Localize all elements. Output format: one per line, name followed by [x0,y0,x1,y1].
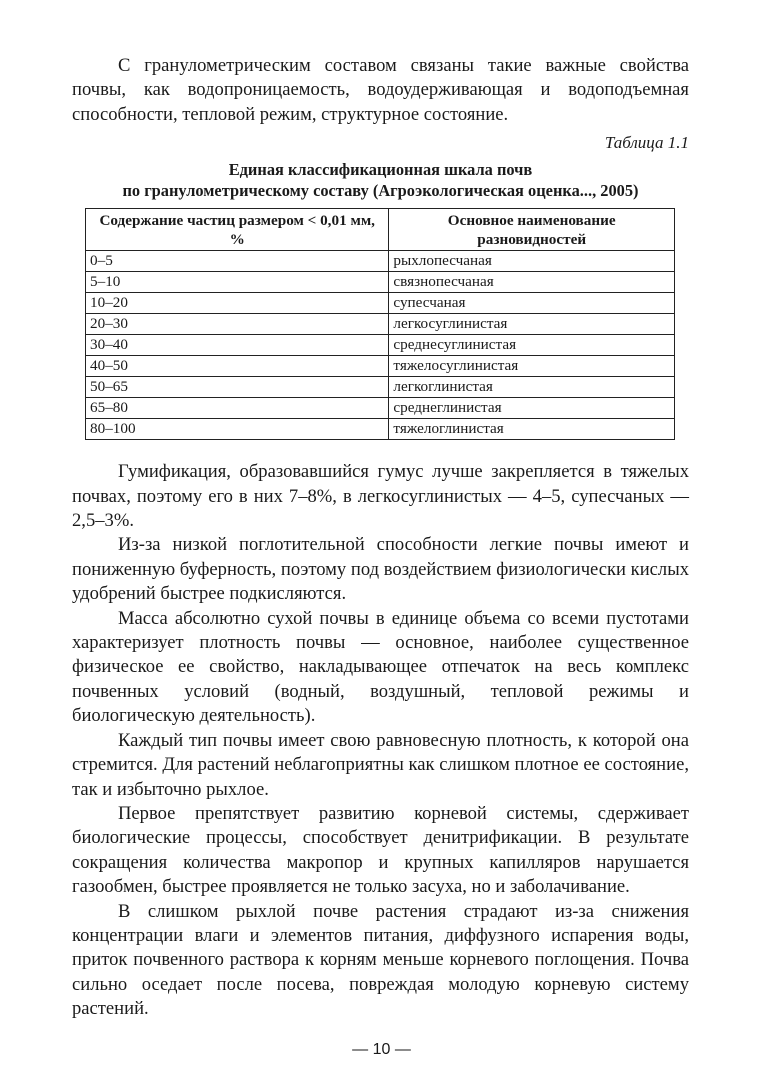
paragraph-humification: Гумификация, образовавшийся гумус лучше закрепляется в тяжелых почвах, поэтому его в них 7–8%, в легкосуглинистых — 4–5, супесчаных — 2,5–3%. [72,461,689,532]
table-row [86,419,675,440]
table-cell-range: 5–10 [86,272,389,293]
table-cell-name: легкоглинистая [389,377,675,398]
table-cell-name: рыхлопесчаная [389,251,675,272]
table-cell-range: 20–30 [86,314,389,335]
table-row [86,293,675,314]
table-cell-range: 65–80 [86,398,389,419]
table-row [86,377,675,398]
table-cell-name: супесчаная [389,293,675,314]
paragraph-density: Масса абсолютно сухой почвы в единице объема со всеми пустотами характеризует плотность почвы — основное, наиболее существенное физическое ее свойство, накладывающее отпечаток на весь комплекс почвенных условий (водный, воздушный, тепловой режимы и биологическую деятельность). [72,607,689,727]
page-content [72,54,689,1022]
table-row [86,335,675,356]
table-cell-range: 0–5 [86,251,389,272]
table-row [86,314,675,335]
table-cell-name: тяжелосуглинистая [389,356,675,377]
table-cell-range: 40–50 [86,356,389,377]
table-cell-name: связнопесчаная [389,272,675,293]
table-row [86,251,675,272]
table-row [86,272,675,293]
classification-table [85,208,675,440]
column-header-variety-name: Основное наименование разновидностей [389,209,675,251]
table-header-row [86,209,675,251]
table-cell-name: легкосуглинистая [389,314,675,335]
table-title-line-2: по гранулометрическому составу (Агроэкологическая оценка..., 2005) [122,181,639,201]
table-cell-range: 10–20 [86,293,389,314]
table-row [86,356,675,377]
page-number: — 10 — [352,1041,411,1058]
table-cell-name: среднесуглинистая [389,335,675,356]
intro-paragraph: С гранулометрическим составом связаны такие важные свойства почвы, как водопроницаемость, водоудерживающая и водоподъемная способности, тепловой режим, структурное состояние. [72,55,689,125]
paragraph-buffering: Из-за низкой поглотительной способности легкие почвы имеют и пониженную буферность, поэтому под воздействием физиологически кислых удобрений быстрее подкисляются. [72,534,689,605]
body-text [72,460,689,1021]
column-header-particle-content: Содержание частиц размером < 0,01 мм, % [86,209,389,251]
table-title [72,159,689,201]
table-cell-range: 80–100 [86,419,389,440]
paragraph-dense-soil: Первое препятствует развитию корневой системы, сдерживает биологические процессы, способствует денитрификации. В результате сокращения количества макропор и крупных капилляров нарушается газообмен, быстрее проявляется не только засуха, но и заболачивание. [72,802,689,898]
table-row [86,398,675,419]
table-cell-range: 30–40 [86,335,389,356]
table-title-line-1: Единая классификационная шкала почв [228,160,533,180]
table-cell-name: среднеглинистая [389,398,675,419]
paragraph-loose-soil: В слишком рыхлой почве растения страдают из-за снижения концентрации влаги и элементов питания, диффузного испарения воды, приток почвенного раствора к корням меньше корневого поглощения. Почва сильно оседает после посева, повреждая молодую корневую систему растений. [72,900,689,1020]
table-label: Таблица 1.1 [604,133,689,153]
table-cell-name: тяжелоглинистая [389,419,675,440]
paragraph-equilibrium-density: Каждый тип почвы имеет свою равновесную плотность, к которой она стремится. Для растений неблагоприятны как слишком плотное ее состояние, так и избыточно рыхлое. [72,729,689,800]
table-cell-range: 50–65 [86,377,389,398]
